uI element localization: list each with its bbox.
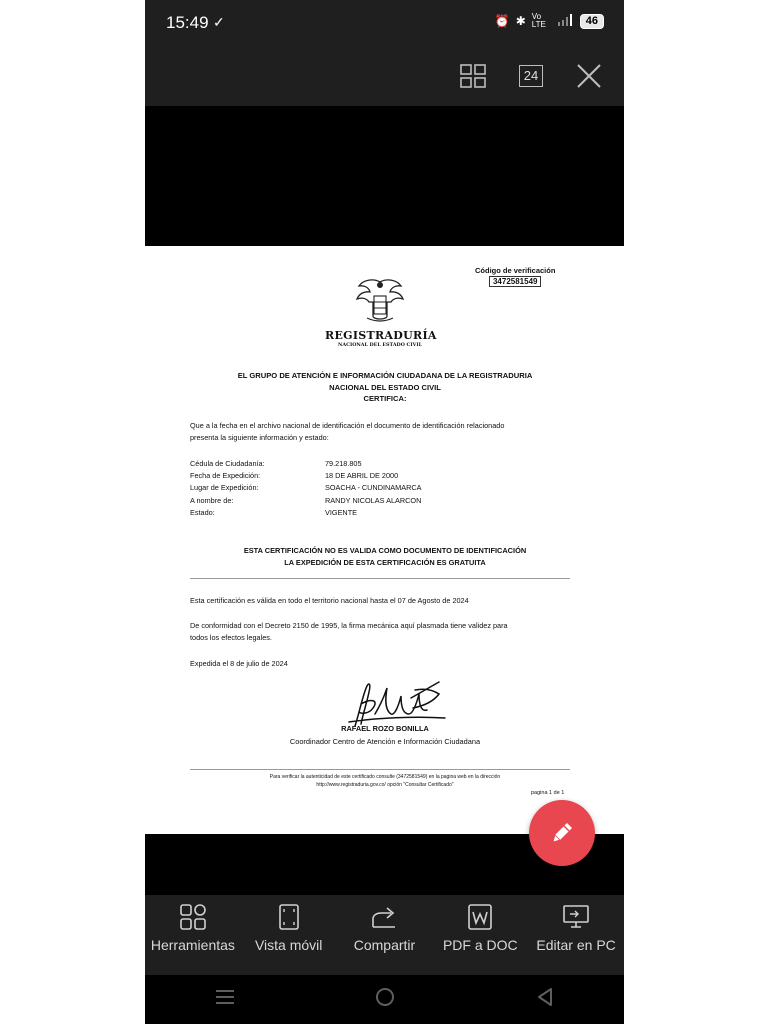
field-value: 79.218.805 bbox=[325, 459, 362, 468]
menu-icon bbox=[214, 988, 236, 1006]
certificate-heading bbox=[185, 370, 585, 405]
close-icon bbox=[576, 63, 602, 89]
share-button[interactable] bbox=[337, 895, 433, 975]
document-page bbox=[145, 246, 624, 834]
validity-text: Esta certificación es válida en todo el territorio nacional hasta el 07 de Agosto de 2024 bbox=[190, 596, 469, 605]
download-done-icon: ✓ bbox=[213, 14, 225, 30]
grid-icon bbox=[460, 64, 486, 88]
monitor-icon bbox=[561, 903, 591, 931]
field-value: RANDY NICOLAS ALARCON bbox=[325, 495, 422, 505]
bottom-action-bar bbox=[145, 895, 624, 975]
phone-screen bbox=[145, 0, 624, 1024]
intro-line: Que a la fecha en el archivo nacional de identificación el documento de identificación relacionado bbox=[190, 421, 505, 430]
field-label: Estado: bbox=[190, 507, 215, 517]
field-value: SOACHA - CUNDINAMARCA bbox=[325, 483, 422, 493]
close-button[interactable] bbox=[575, 62, 603, 90]
verification-code: 3472581549 bbox=[489, 276, 542, 287]
field-label: A nombre de: bbox=[190, 495, 234, 505]
footer-divider bbox=[190, 769, 570, 770]
pencil-icon bbox=[548, 819, 576, 847]
status-time: 15:49 bbox=[166, 13, 209, 32]
battery-indicator: 46 bbox=[580, 14, 604, 29]
field-row bbox=[190, 458, 422, 470]
signatory-name: RAFAEL ROZO BONILLA bbox=[341, 724, 429, 733]
intro-line: presenta la siguiente información y estado: bbox=[190, 433, 329, 442]
share-label: Compartir bbox=[353, 937, 416, 953]
back-button[interactable] bbox=[535, 987, 555, 1012]
footer-line: Para verificar la autenticidad de este certificado consulte (3472581549) en la pagina web en la dirección bbox=[269, 774, 501, 780]
viewer-toolbar bbox=[145, 46, 624, 106]
heading-line: EL GRUPO DE ATENCIÓN E INFORMACIÓN CIUDADANA DE LA REGISTRADURIA bbox=[237, 371, 533, 380]
bluetooth-icon: ✱ bbox=[515, 14, 526, 28]
registraduria-logo bbox=[325, 278, 435, 348]
field-label: Cédula de Ciudadanía: bbox=[190, 459, 265, 468]
page-count: 24 bbox=[519, 65, 543, 87]
pdf-to-doc-button[interactable] bbox=[432, 895, 528, 975]
field-row bbox=[190, 495, 422, 507]
status-bar bbox=[145, 0, 624, 46]
edit-on-pc-label: Editar en PC bbox=[536, 937, 616, 953]
heading-line: NACIONAL DEL ESTADO CIVIL bbox=[329, 382, 441, 392]
logo-title: REGISTRADURÍA bbox=[325, 329, 437, 342]
tools-button[interactable] bbox=[145, 895, 241, 975]
field-row bbox=[190, 470, 422, 482]
tools-icon bbox=[179, 903, 207, 931]
decree-line: De conformidad con el Decreto 2150 de 1995, la firma mecánica aquí plasmada tiene validez para bbox=[190, 621, 508, 630]
home-button[interactable] bbox=[374, 986, 396, 1013]
identity-fields bbox=[190, 458, 422, 519]
validity-warning bbox=[185, 545, 585, 569]
tools-label: Herramientas bbox=[150, 937, 235, 953]
intro-text bbox=[190, 420, 580, 444]
share-icon bbox=[369, 903, 399, 931]
field-value: 18 DE ABRIL DE 2000 bbox=[325, 471, 399, 481]
mobile-view-icon bbox=[277, 903, 301, 931]
decree-text bbox=[190, 620, 580, 644]
divider bbox=[190, 578, 570, 579]
field-label: Lugar de Expedición: bbox=[190, 483, 259, 493]
field-row bbox=[190, 507, 422, 519]
coat-of-arms-icon bbox=[353, 278, 407, 324]
edit-on-pc-button[interactable] bbox=[528, 895, 624, 975]
warning-line: LA EXPEDICIÓN DE ESTA CERTIFICACIÓN ES GRATUITA bbox=[284, 558, 486, 567]
edit-fab-button[interactable] bbox=[529, 800, 595, 866]
heading-line: CERTIFICA: bbox=[363, 394, 407, 403]
warning-line: ESTA CERTIFICACIÓN NO ES VALIDA COMO DOCUMENTO DE IDENTIFICACIÓN bbox=[243, 546, 527, 555]
page-number: pagina 1 de 1 bbox=[531, 790, 565, 796]
footer-note bbox=[205, 773, 565, 789]
field-row bbox=[190, 482, 422, 494]
word-icon bbox=[467, 903, 493, 931]
page-count-button[interactable] bbox=[517, 62, 545, 90]
field-value: VIGENTE bbox=[325, 507, 358, 517]
verification-block bbox=[475, 266, 555, 287]
volte-label: Vo LTE bbox=[531, 12, 546, 29]
home-icon bbox=[374, 986, 396, 1008]
signatory-role: Coordinador Centro de Atención e Información Ciudadana bbox=[289, 737, 481, 746]
system-nav-bar bbox=[145, 975, 624, 1024]
recent-apps-button[interactable] bbox=[214, 988, 236, 1011]
logo-subtitle: NACIONAL DEL ESTADO CIVIL bbox=[338, 342, 422, 348]
mobile-view-label: Vista móvil bbox=[254, 937, 323, 953]
grid-view-button[interactable] bbox=[459, 62, 487, 90]
pdf-to-doc-label: PDF a DOC bbox=[442, 937, 518, 953]
decree-line: todos los efectos legales. bbox=[190, 633, 272, 642]
verification-label: Código de verificación bbox=[475, 266, 556, 275]
back-icon bbox=[535, 987, 555, 1007]
field-label: Fecha de Expedición: bbox=[190, 471, 261, 481]
alarm-icon: ⏰ bbox=[494, 14, 510, 28]
status-icons bbox=[495, 13, 604, 29]
footer-line: http://www.registraduria.gov.co/ opción "Consultar Certificado" bbox=[316, 782, 454, 788]
signal-icon bbox=[558, 14, 574, 29]
issued-date: Expedida el 8 de julio de 2024 bbox=[190, 659, 288, 668]
mobile-view-button[interactable] bbox=[241, 895, 337, 975]
